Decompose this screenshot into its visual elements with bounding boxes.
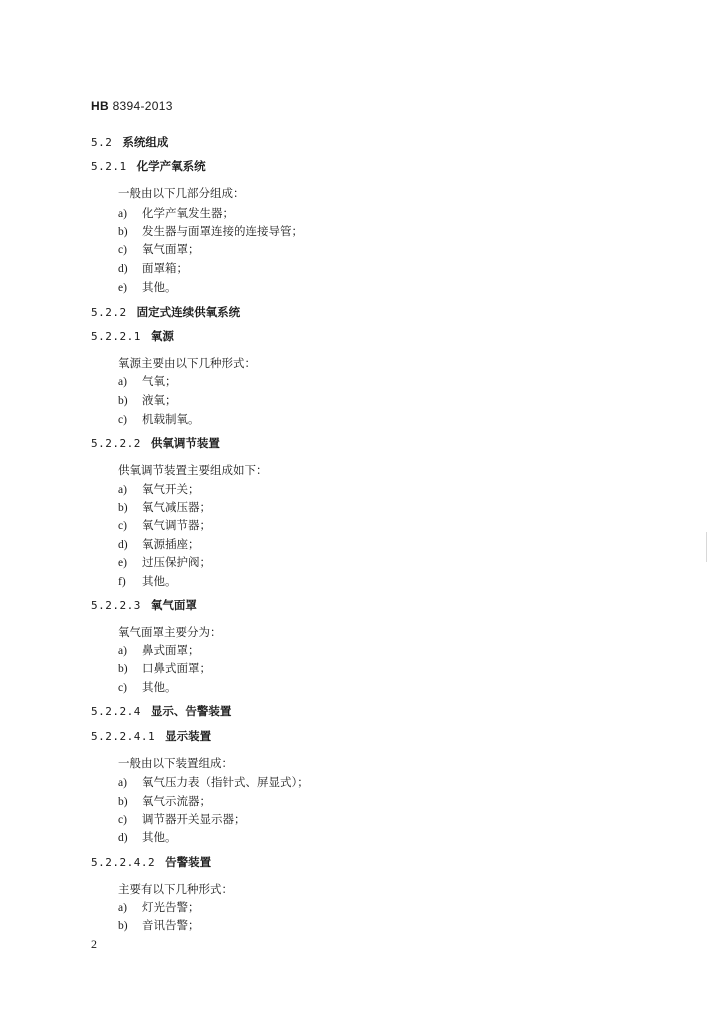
list-item-text: 氧气示流器； — [142, 794, 211, 808]
section-title: 系统组成 — [122, 135, 169, 149]
list-item — [118, 830, 177, 845]
list-item-marker: d) — [118, 263, 128, 275]
list-item-marker: a) — [118, 376, 127, 388]
list-item-text: 其他。 — [142, 280, 177, 294]
list-item-text: 音讯告警； — [142, 918, 200, 932]
section-number: 5.2.2 — [91, 306, 127, 319]
section-title: 供氧调节装置 — [150, 436, 220, 450]
list-item — [118, 555, 211, 570]
list-item — [118, 412, 200, 427]
list-item-text: 面罩箱； — [142, 261, 188, 275]
section-heading — [91, 729, 211, 744]
section-title: 化学产氧系统 — [136, 159, 206, 173]
section-title: 显示装置 — [165, 729, 212, 743]
list-item — [118, 518, 211, 533]
list-item-marker: b) — [118, 395, 128, 407]
paragraph-text: 供氧调节装置主要组成如下： — [118, 463, 268, 477]
section-number: 5.2.2.4.1 — [91, 730, 156, 743]
list-item-text: 口鼻式面罩； — [142, 661, 211, 675]
section-number: 5.2.2.4.2 — [91, 856, 156, 869]
list-item — [118, 482, 200, 497]
list-item-text: 氧气开关； — [142, 482, 200, 496]
section-heading — [91, 598, 197, 613]
list-item-text: 氧气减压器； — [142, 500, 211, 514]
section-title: 显示、告警装置 — [150, 704, 232, 718]
list-item — [118, 393, 177, 408]
section-number: 5.2.2.1 — [91, 330, 141, 343]
section-number: 5.2 — [91, 136, 113, 149]
list-item-marker: a) — [118, 484, 127, 496]
list-item-text: 液氧； — [142, 393, 177, 407]
section-title: 告警装置 — [165, 855, 212, 869]
section-heading — [91, 329, 174, 344]
list-item — [118, 900, 200, 915]
section-number: 5.2.2.2 — [91, 437, 141, 450]
list-item-text: 调节器开关显示器； — [142, 812, 246, 826]
list-item — [118, 794, 211, 809]
list-item-text: 化学产氧发生器； — [142, 206, 234, 220]
paragraph-text: 氧源主要由以下几种形式： — [118, 356, 256, 370]
list-item — [118, 374, 177, 389]
document-code-number: 8394-2013 — [112, 99, 173, 113]
list-item — [118, 574, 177, 589]
section-number: 5.2.2.3 — [91, 599, 141, 612]
section-number: 5.2.2.4 — [91, 705, 141, 718]
paragraph-text: 一般由以下几部分组成： — [118, 186, 245, 200]
list-item-marker: b) — [118, 920, 128, 932]
section-heading — [91, 436, 220, 451]
list-item-text: 氧气压力表（指针式、屏显式）； — [142, 775, 309, 789]
paragraph-text: 主要有以下几种形式： — [118, 882, 233, 896]
list-item-text: 鼻式面罩； — [142, 643, 200, 657]
list-item — [118, 918, 200, 933]
list-item-marker: c) — [118, 814, 127, 826]
list-item — [118, 224, 303, 239]
list-item-marker: c) — [118, 414, 127, 426]
list-item-text: 机载制氧。 — [142, 412, 200, 426]
list-item-text: 氧气调节器； — [142, 518, 211, 532]
list-item — [118, 661, 211, 676]
list-item — [118, 500, 211, 515]
list-item-marker: d) — [118, 539, 128, 551]
section-number: 5.2.1 — [91, 160, 127, 173]
list-item-marker: c) — [118, 520, 127, 532]
list-item-marker: c) — [118, 244, 127, 256]
list-item — [118, 537, 200, 552]
list-item-marker: d) — [118, 832, 128, 844]
list-item-marker: e) — [118, 282, 127, 294]
list-item-marker: a) — [118, 645, 127, 657]
list-item-text: 其他。 — [142, 574, 177, 588]
list-item — [118, 680, 177, 695]
list-item — [118, 775, 309, 790]
list-item-marker: b) — [118, 502, 128, 514]
list-item-text: 其他。 — [142, 830, 177, 844]
list-item-text: 氧气面罩； — [142, 242, 200, 256]
list-item-text: 氧源插座； — [142, 537, 200, 551]
list-item-text: 气氧； — [142, 374, 177, 388]
list-item — [118, 643, 200, 658]
list-item — [118, 242, 200, 257]
scan-edge-mark — [706, 532, 707, 562]
list-item-marker: a) — [118, 208, 127, 220]
section-heading — [91, 704, 231, 719]
section-title: 氧气面罩 — [150, 598, 197, 612]
list-item-text: 过压保护阀； — [142, 555, 211, 569]
list-item-marker: c) — [118, 682, 127, 694]
list-item-text: 其他。 — [142, 680, 177, 694]
list-item-text: 发生器与面罩连接的连接导管； — [142, 224, 303, 238]
list-item — [118, 206, 234, 221]
list-item — [118, 261, 188, 276]
section-heading — [91, 855, 211, 870]
list-item-marker: a) — [118, 902, 127, 914]
section-heading — [91, 135, 168, 150]
paragraph-text: 一般由以下装置组成： — [118, 756, 233, 770]
page-number: 2 — [91, 937, 97, 951]
list-item-marker: b) — [118, 226, 128, 238]
document-code-prefix: HB — [91, 99, 109, 113]
list-item-marker: f) — [118, 576, 126, 588]
paragraph-text: 氧气面罩主要分为： — [118, 625, 222, 639]
section-title: 氧源 — [150, 329, 174, 343]
list-item-text: 灯光告警； — [142, 900, 200, 914]
list-item-marker: b) — [118, 796, 128, 808]
list-item — [118, 812, 246, 827]
list-item-marker: e) — [118, 557, 127, 569]
list-item — [118, 280, 177, 295]
section-title: 固定式连续供氧系统 — [136, 305, 241, 319]
list-item-marker: a) — [118, 777, 127, 789]
list-item-marker: b) — [118, 663, 128, 675]
section-heading — [91, 159, 206, 174]
section-heading — [91, 305, 240, 320]
